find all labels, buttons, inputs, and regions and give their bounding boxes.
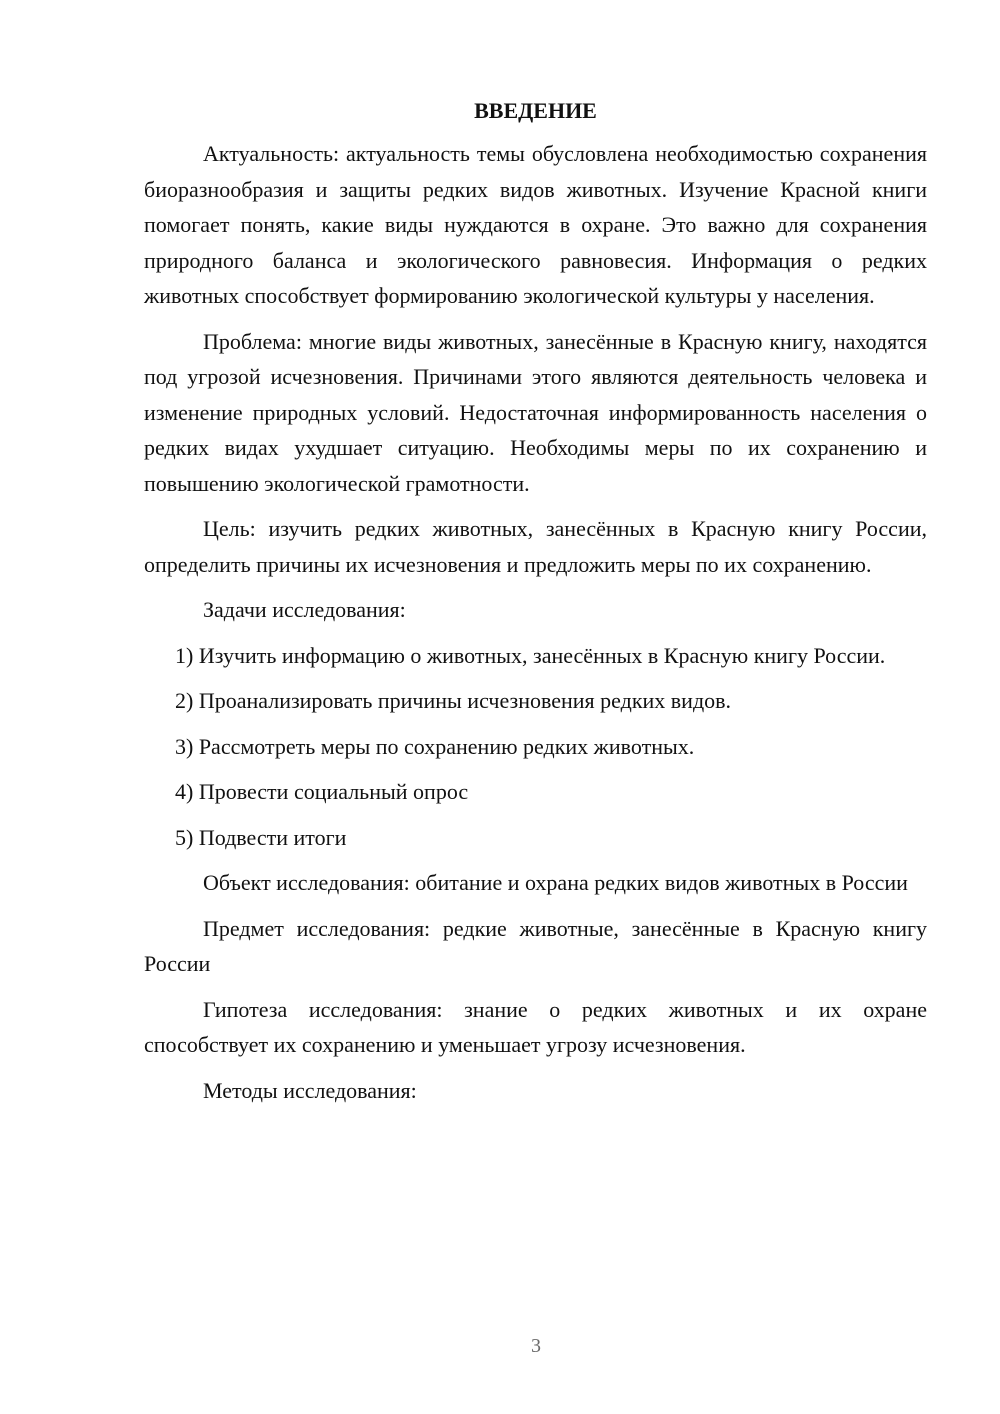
- tasks-heading: Задачи исследования:: [203, 597, 406, 622]
- task-item-5: 5) Подвести итоги: [175, 824, 347, 850]
- task-item-2: 2) Проанализировать причины исчезновения редких видов.: [175, 688, 732, 713]
- problem-paragraph: Проблема: многие виды животных, занесённые в Красную книгу, находятся под угрозой исчезновения. Причинами этого являются деятельность человека и изменение природных условий. Недостаточная информированность населения о редких видах ухудшает ситуацию. Необходимы меры по их сохранению и повышению экологической грамотности.: [144, 328, 927, 496]
- relevance-paragraph: Актуальность: актуальность темы обусловлена необходимостью сохранения биоразнообразия и защиты редких видов животных. Изучение Красной книги помогает понять, какие виды нуждаются в охране. Это важно для сохранения природного баланса и экологического равновесия. Информация о редких животных способствует формированию экологической культуры у населения.: [144, 141, 927, 308]
- page-number: 3: [531, 1335, 541, 1357]
- task-item-3: 3) Рассмотреть меры по сохранению редких животных.: [175, 733, 695, 759]
- object-paragraph: Объект исследования: обитание и охрана редких видов животных в России: [203, 870, 908, 895]
- task-item-1: 1) Изучить информацию о животных, занесённых в Красную книгу России.: [175, 642, 886, 668]
- page-content: [144, 93, 927, 1118]
- methods-paragraph: Методы исследования:: [203, 1077, 417, 1103]
- goal-paragraph: Цель: изучить редких животных, занесённых в Красную книгу России, определить причины их исчезновения и предложить меры по их сохранению.: [144, 516, 927, 577]
- subject-paragraph: Предмет исследования: редкие животные, занесённые в Красную книгу России: [144, 915, 927, 976]
- section-title: ВВЕДЕНИЕ: [474, 98, 597, 123]
- task-item-4: 4) Провести социальный опрос: [175, 779, 469, 804]
- hypothesis-paragraph: Гипотеза исследования: знание о редких животных и их охране способствует их сохранению и уменьшает угрозу исчезновения.: [144, 996, 927, 1057]
